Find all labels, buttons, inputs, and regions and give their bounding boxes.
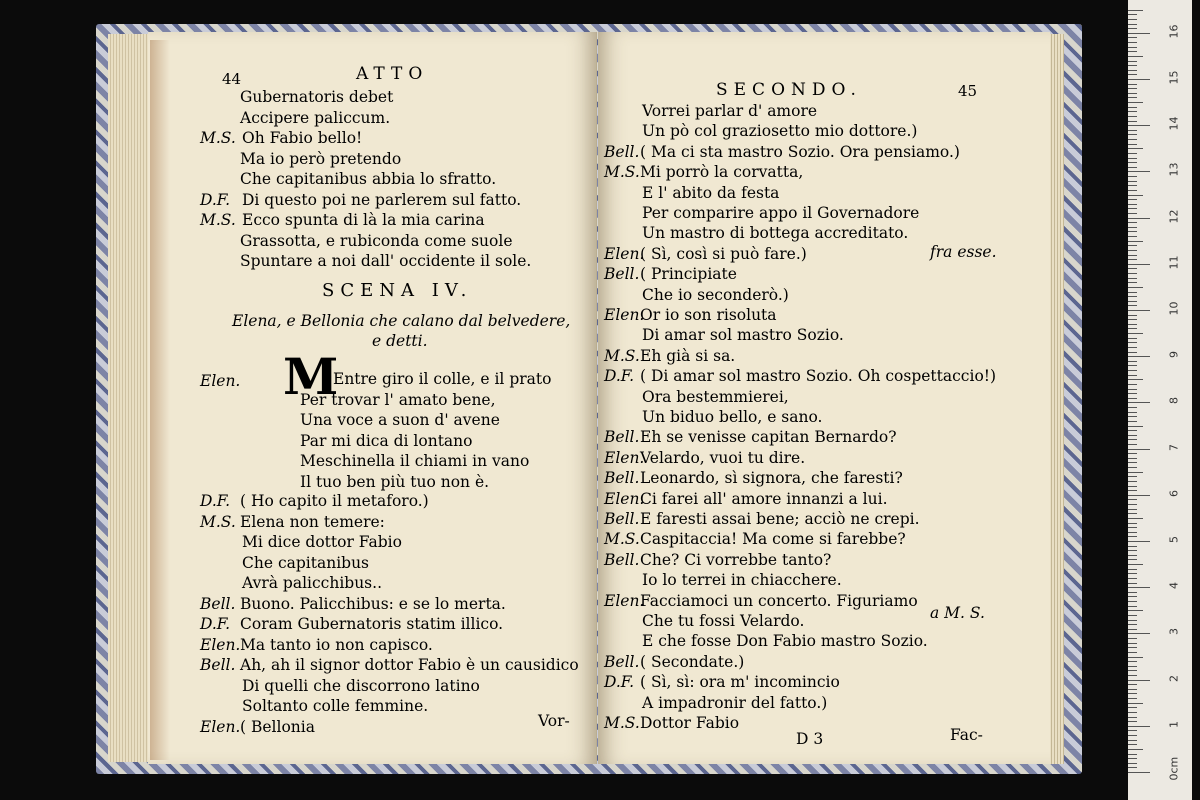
- ruler-tick: [1128, 693, 1137, 694]
- speaker-label: Elen.: [200, 635, 241, 654]
- ruler-tick: [1128, 499, 1137, 500]
- speaker-label: M.S.: [200, 512, 236, 531]
- ruler-tick: [1128, 449, 1150, 450]
- ruler-tick: [1128, 592, 1137, 593]
- ruler-label: 15: [1167, 70, 1181, 85]
- catchword-left: Vor-: [538, 712, 570, 730]
- ruler-tick: [1128, 435, 1137, 436]
- ruler-tick: [1128, 70, 1137, 71]
- text-line: Leonardo, sì signora, che faresti?: [640, 469, 903, 488]
- ruler-tick: [1128, 661, 1137, 662]
- ruler-tick: [1128, 28, 1137, 29]
- text-line: Per comparire appo il Governadore: [642, 204, 920, 222]
- ruler-tick: [1128, 107, 1137, 108]
- catchword-right: Fac-: [950, 726, 983, 744]
- ruler-tick: [1128, 758, 1137, 759]
- ruler-tick: [1128, 606, 1137, 607]
- text-line: ( Ma ci sta mastro Sozio. Ora pensiamo.): [640, 142, 960, 161]
- aria-line: Una voce a suon d' avene: [300, 411, 500, 429]
- ruler-tick: [1128, 495, 1150, 496]
- ruler-tick: [1128, 670, 1137, 671]
- ruler-tick: [1128, 430, 1137, 431]
- ruler-tick: [1128, 652, 1137, 653]
- speaker-label: Bell.: [604, 265, 640, 284]
- speaker-label: M.S.: [604, 163, 640, 182]
- ruler-tick: [1128, 347, 1137, 348]
- ruler-tick: [1128, 61, 1137, 62]
- text-line: Di questo poi ne parlerem sul fatto.: [242, 190, 522, 209]
- ruler-tick: [1128, 24, 1137, 25]
- ruler-tick: [1128, 153, 1137, 154]
- ruler-tick: [1128, 735, 1137, 736]
- text-line: Ecco spunta di là la mia carina: [242, 211, 485, 229]
- ruler-tick: [1128, 37, 1137, 38]
- text-line: Ora bestemmierei,: [642, 387, 789, 406]
- ruler-tick: [1128, 657, 1143, 658]
- ruler-tick: [1128, 569, 1137, 570]
- speaker-label: Bell.: [200, 594, 236, 613]
- ruler-tick: [1128, 573, 1137, 574]
- ruler-tick: [1128, 481, 1137, 482]
- ruler-tick: [1128, 615, 1137, 616]
- ruler-tick: [1128, 176, 1137, 177]
- ruler-tick: [1128, 167, 1137, 168]
- ruler-tick: [1128, 10, 1143, 11]
- ruler-tick: [1128, 84, 1137, 85]
- text-line: ( Bellonia: [240, 717, 315, 736]
- text-line: ( Sì, sì: ora m' incomincio: [640, 673, 840, 692]
- ruler-tick: [1128, 453, 1137, 454]
- ruler-tick: [1128, 125, 1150, 126]
- speaker-label: Bell.: [200, 656, 236, 674]
- ruler-label: 4: [1167, 582, 1181, 590]
- ruler-tick: [1128, 379, 1143, 380]
- ruler-label: 8: [1167, 397, 1181, 405]
- ruler-tick: [1128, 416, 1137, 417]
- ruler-tick: [1128, 458, 1137, 459]
- ruler-tick: [1128, 721, 1137, 722]
- ruler-tick: [1128, 541, 1150, 542]
- ruler-tick: [1128, 375, 1137, 376]
- ruler-tick: [1128, 134, 1137, 135]
- ruler-tick: [1128, 518, 1143, 519]
- text-line: ( Ho capito il metaforo.): [240, 492, 429, 510]
- ruler-tick: [1128, 421, 1137, 422]
- ruler-tick: [1128, 527, 1137, 528]
- speaker-label: D.F.: [604, 673, 635, 692]
- ruler-tick: [1128, 255, 1137, 256]
- text-line: Elena non temere:: [240, 512, 385, 531]
- speaker-label: Elen.: [200, 717, 241, 736]
- ruler-tick: [1128, 620, 1137, 621]
- speaker-label: Bell.: [604, 469, 640, 488]
- text-line: A impadronir del fatto.): [642, 693, 828, 712]
- text-line: Gubernatoris debet: [240, 88, 394, 106]
- ruler-tick: [1128, 296, 1137, 297]
- ruler-tick: [1128, 546, 1137, 547]
- ruler-tick: [1128, 338, 1137, 339]
- ruler-tick: [1128, 162, 1137, 163]
- text-line: Mi dice dottor Fabio: [242, 533, 402, 551]
- ruler-tick: [1128, 227, 1137, 228]
- ruler-tick: [1128, 278, 1137, 279]
- running-head-right: SECONDO.: [716, 80, 862, 100]
- speaker-label: Bell.: [604, 550, 640, 569]
- ruler-tick: [1128, 310, 1150, 311]
- ruler-tick: [1128, 675, 1137, 676]
- text-line: Che? Ci vorrebbe tanto?: [640, 550, 832, 569]
- ruler-tick: [1128, 513, 1137, 514]
- measuring-ruler: [1128, 0, 1192, 800]
- speaker-label: Bell.: [604, 652, 640, 671]
- ruler-tick: [1128, 324, 1137, 325]
- ruler-tick: [1128, 587, 1150, 588]
- ruler-tick: [1128, 305, 1137, 306]
- speaker-label: Elen.: [604, 244, 645, 263]
- ruler-tick: [1128, 148, 1143, 149]
- aria-line: Per trovar l' amato bene,: [300, 390, 496, 409]
- ruler-tick: [1128, 273, 1137, 274]
- aria-line: Meschinella il chiami in vano: [300, 452, 530, 470]
- ruler-tick: [1128, 389, 1137, 390]
- text-line: Avrà palicchibus..: [242, 574, 382, 592]
- ruler-label: 6: [1167, 489, 1181, 497]
- ruler-tick: [1128, 264, 1150, 265]
- ruler-tick: [1128, 523, 1137, 524]
- text-line: Facciamoci un concerto. Figuriamo: [640, 591, 918, 610]
- ruler-tick: [1128, 245, 1137, 246]
- ruler-tick: [1128, 370, 1137, 371]
- ruler-tick: [1128, 740, 1137, 741]
- text-line: Eh già si sa.: [640, 346, 736, 365]
- text-line: Un pò col graziosetto mio dottore.): [642, 122, 918, 141]
- ruler-tick: [1128, 744, 1137, 745]
- ruler-tick: [1128, 703, 1143, 704]
- ruler-tick: [1128, 555, 1137, 556]
- ruler-tick: [1128, 398, 1137, 399]
- text-line: Oh Fabio bello!: [242, 129, 363, 147]
- ruler-tick: [1128, 726, 1150, 727]
- ruler-label: 11: [1167, 255, 1181, 270]
- ruler-tick: [1128, 772, 1150, 773]
- aria-line: Il tuo ben più tuo non è.: [300, 472, 490, 491]
- ruler-tick: [1128, 624, 1137, 625]
- ruler-tick: [1128, 292, 1137, 293]
- ruler-tick: [1128, 610, 1143, 611]
- ruler-tick: [1128, 467, 1137, 468]
- ruler-tick: [1128, 93, 1137, 94]
- ruler-tick: [1128, 638, 1137, 639]
- ruler-tick: [1128, 444, 1137, 445]
- ruler-tick: [1128, 647, 1137, 648]
- stage-direction-line-1: Elena, e Bellonia che calano dal belvedere,: [232, 312, 571, 330]
- running-head-left: ATTO: [356, 64, 429, 84]
- ruler-tick: [1128, 51, 1137, 52]
- text-line: ( Sì, così si può fare.): [640, 244, 807, 263]
- ruler-tick: [1128, 144, 1137, 145]
- ruler-tick: [1128, 490, 1137, 491]
- text-line: Coram Gubernatoris statim illico.: [240, 615, 504, 633]
- text-line: Grassotta, e rubiconda come suole: [240, 231, 513, 250]
- ruler-label: 10: [1167, 301, 1181, 316]
- speaker-label: Bell.: [604, 142, 640, 161]
- ruler-tick: [1128, 181, 1137, 182]
- text-line: Che io seconderò.): [642, 285, 789, 304]
- speaker-label: Bell.: [604, 428, 640, 447]
- ruler-tick: [1128, 171, 1150, 172]
- ruler-tick: [1128, 250, 1137, 251]
- text-line: Dottor Fabio: [640, 714, 740, 732]
- ruler-tick: [1128, 328, 1137, 329]
- speaker-label: M.S.: [604, 530, 640, 549]
- text-line: Soltanto colle femmine.: [242, 697, 429, 715]
- ruler-tick: [1128, 79, 1150, 80]
- speaker-label: D.F.: [200, 190, 231, 209]
- text-line: ( Di amar sol mastro Sozio. Oh cospettaccio!): [640, 367, 997, 386]
- ruler-tick: [1128, 241, 1143, 242]
- ruler-label: 1: [1167, 720, 1181, 728]
- ruler-tick: [1128, 629, 1137, 630]
- foxing-stain: [150, 40, 170, 760]
- ruler-tick: [1128, 47, 1137, 48]
- text-line: Di amar sol mastro Sozio.: [642, 326, 844, 345]
- ruler-tick: [1128, 213, 1137, 214]
- text-line: Vorrei parlar d' amore: [642, 102, 818, 120]
- ruler-tick: [1128, 352, 1137, 353]
- ruler-tick: [1128, 426, 1143, 427]
- text-line: Or io son risoluta: [640, 306, 777, 324]
- ruler-label: 5: [1167, 536, 1181, 543]
- ruler-tick: [1128, 365, 1137, 366]
- ruler-tick: [1128, 218, 1150, 219]
- ruler-label: 3: [1167, 628, 1181, 636]
- text-line: ( Secondate.): [640, 652, 745, 671]
- ruler-tick: [1128, 476, 1137, 477]
- stage-direction-line-2: e detti.: [372, 332, 428, 350]
- text-line: Un mastro di bottega accreditato.: [642, 224, 909, 243]
- ruler-tick: [1128, 42, 1137, 43]
- ruler-tick: [1128, 564, 1143, 565]
- ruler-tick: [1128, 195, 1143, 196]
- ruler-tick: [1128, 730, 1137, 731]
- ruler-tick: [1128, 583, 1137, 584]
- ruler-label: 16: [1167, 24, 1181, 39]
- ruler-tick: [1128, 315, 1137, 316]
- ruler-tick: [1128, 504, 1137, 505]
- ruler-tick: [1128, 65, 1137, 66]
- ruler-tick: [1128, 190, 1137, 191]
- text-line: Caspitaccia! Ma come si farebbe?: [640, 530, 906, 549]
- ruler-label: 14: [1167, 116, 1181, 131]
- speaker-label: Elen.: [604, 448, 645, 467]
- ruler-tick: [1128, 684, 1137, 685]
- ruler-tick: [1128, 111, 1137, 112]
- ruler-tick: [1128, 763, 1137, 764]
- ruler-tick: [1128, 707, 1137, 708]
- aside-a-ms: a M. S.: [930, 604, 985, 622]
- ruler-tick: [1128, 56, 1143, 57]
- ruler-tick: [1128, 462, 1137, 463]
- ruler-tick: [1128, 185, 1137, 186]
- ruler-tick: [1128, 333, 1143, 334]
- ruler-tick: [1128, 259, 1137, 260]
- ruler-tick: [1128, 102, 1143, 103]
- ruler-tick: [1128, 680, 1150, 681]
- text-line: Che capitanibus abbia lo sfratto.: [240, 170, 497, 188]
- ruler-tick: [1128, 532, 1137, 533]
- aria-line: Entre giro il colle, e il prato: [333, 370, 552, 388]
- text-line: Accipere paliccum.: [240, 108, 391, 127]
- ruler-label: 2: [1167, 674, 1181, 682]
- text-line: Eh se venisse capitan Bernardo?: [640, 428, 897, 447]
- ruler-tick: [1128, 717, 1137, 718]
- speaker-label: M.S.: [200, 129, 236, 147]
- ruler-tick: [1128, 199, 1137, 200]
- ruler-tick: [1128, 559, 1137, 560]
- ruler-tick: [1128, 356, 1150, 357]
- ruler-tick: [1128, 158, 1137, 159]
- text-line: Ci farei all' amore innanzi a lui.: [640, 489, 888, 508]
- text-line: Ma tanto io non capisco.: [240, 635, 433, 654]
- text-line: Velardo, vuoi tu dire.: [640, 448, 806, 467]
- speaker-label: D.F.: [604, 367, 635, 386]
- ruler-tick: [1128, 578, 1137, 579]
- ruler-tick: [1128, 550, 1137, 551]
- ruler-tick: [1128, 439, 1137, 440]
- ruler-tick: [1128, 116, 1137, 117]
- scene-title: SCENA IV.: [322, 280, 473, 301]
- drop-cap: M: [283, 347, 339, 406]
- text-line: Un biduo bello, e sano.: [642, 408, 823, 426]
- text-line: E l' abito da festa: [642, 183, 780, 202]
- ruler-tick: [1128, 139, 1137, 140]
- ruler-tick: [1128, 342, 1137, 343]
- speaker-label: Elen.: [604, 591, 645, 610]
- ruler-label: 12: [1167, 209, 1181, 224]
- ruler-tick: [1128, 384, 1137, 385]
- text-line: E faresti assai bene; acciò ne crepi.: [640, 510, 920, 528]
- text-line: Che tu fossi Velardo.: [642, 612, 805, 630]
- ruler-label: 9: [1167, 351, 1181, 359]
- ruler-tick: [1128, 596, 1137, 597]
- ruler-tick: [1128, 509, 1137, 510]
- ruler-tick: [1128, 767, 1137, 768]
- ruler-tick: [1128, 268, 1137, 269]
- ruler-tick: [1128, 633, 1150, 634]
- ruler-tick: [1128, 486, 1137, 487]
- ruler-tick: [1128, 222, 1137, 223]
- text-line: Ah, ah il signor dottor Fabio è un causidico: [240, 656, 579, 674]
- ruler-tick: [1128, 361, 1137, 362]
- speaker-label: M.S.: [604, 346, 640, 365]
- ruler-tick: [1128, 393, 1137, 394]
- speaker-label: Elen.: [604, 306, 645, 324]
- ruler-tick: [1128, 412, 1137, 413]
- text-line: Io lo terrei in chiacchere.: [642, 571, 842, 590]
- text-line: E che fosse Don Fabio mastro Sozio.: [642, 632, 928, 651]
- speaker-label: M.S.: [604, 714, 640, 732]
- text-line: Buono. Palicchibus: e se lo merta.: [240, 594, 506, 613]
- aria-line: Par mi dica di lontano: [300, 431, 473, 450]
- ruler-tick: [1128, 402, 1150, 403]
- aside-fra-esse: fra esse.: [930, 243, 997, 261]
- ruler-tick: [1128, 14, 1137, 15]
- ruler-tick: [1128, 536, 1137, 537]
- ruler-label: 7: [1167, 443, 1181, 451]
- ruler-tick: [1128, 204, 1137, 205]
- speaker-label: Bell.: [604, 510, 640, 528]
- ruler-tick: [1128, 712, 1137, 713]
- ruler-tick: [1128, 282, 1137, 283]
- ruler-tick: [1128, 698, 1137, 699]
- ruler-tick: [1128, 231, 1137, 232]
- ruler-tick: [1128, 74, 1137, 75]
- text-line: Che capitanibus: [242, 553, 370, 572]
- text-line: Di quelli che discorrono latino: [242, 676, 480, 695]
- text-line: Spuntare a noi dall' occidente il sole.: [240, 252, 532, 270]
- ruler-tick: [1128, 601, 1137, 602]
- speaker-label: D.F.: [200, 492, 231, 510]
- aria-speaker: Elen.: [200, 372, 241, 390]
- speaker-label: Elen.: [604, 489, 645, 508]
- page-number-right: 45: [958, 82, 978, 100]
- ruler-tick: [1128, 130, 1137, 131]
- ruler-tick: [1128, 97, 1137, 98]
- speaker-label: D.F.: [200, 615, 231, 633]
- page-edges-left: [108, 34, 150, 762]
- ruler-tick: [1128, 88, 1137, 89]
- ruler-tick: [1128, 121, 1137, 122]
- page-number-left: 44: [222, 70, 242, 88]
- speaker-label: M.S.: [200, 211, 236, 229]
- ruler-tick: [1128, 319, 1137, 320]
- ruler-tick: [1128, 754, 1137, 755]
- ruler-tick: [1128, 407, 1137, 408]
- ruler-tick: [1128, 666, 1137, 667]
- ruler-tick: [1128, 643, 1137, 644]
- ruler-tick: [1128, 287, 1143, 288]
- ruler-tick: [1128, 236, 1137, 237]
- ruler-tick: [1128, 301, 1137, 302]
- signature-mark: D 3: [796, 730, 824, 748]
- text-line: Mi porrò la corvatta,: [640, 163, 804, 182]
- ruler-tick: [1128, 19, 1137, 20]
- ruler-tick: [1128, 208, 1137, 209]
- ruler-tick: [1128, 749, 1143, 750]
- ruler-label: 0cm: [1167, 756, 1181, 781]
- text-line: Ma io però pretendo: [240, 149, 402, 168]
- ruler-tick: [1128, 472, 1143, 473]
- text-line: ( Principiate: [640, 265, 737, 284]
- ruler-tick: [1128, 33, 1150, 34]
- ruler-label: 13: [1167, 162, 1181, 177]
- ruler-tick: [1128, 689, 1137, 690]
